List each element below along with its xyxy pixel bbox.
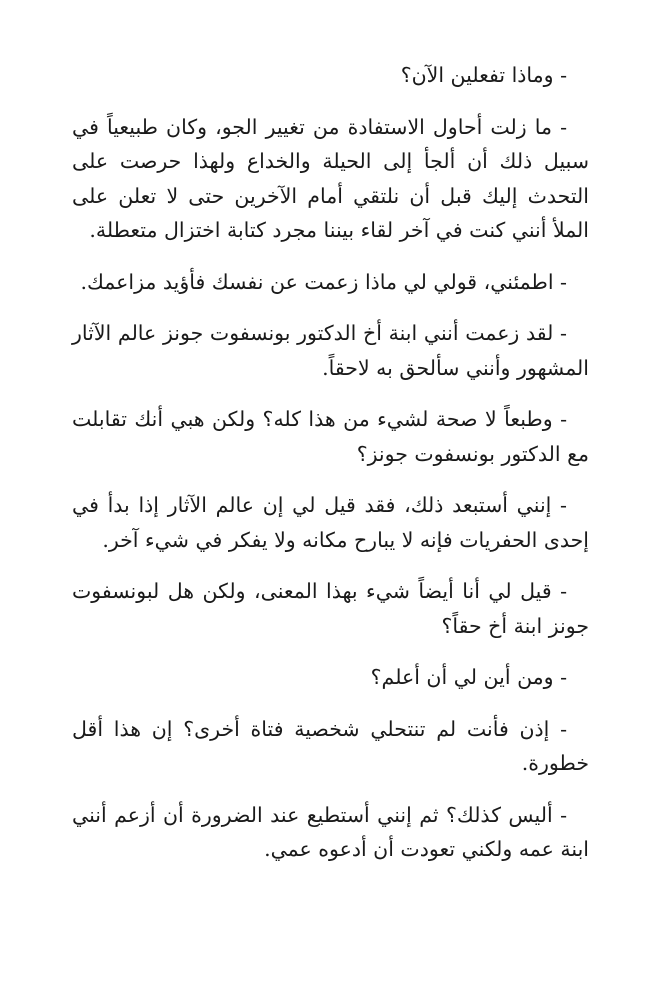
dialogue-paragraph-2: - ما زلت أحاول الاستفادة من تغيير الجو، وكان طبيعياً في سبيل ذلك أن ألجأ إلى الحيلة والخداع ولهذا حرصت على التحدث إليك قبل أن نلتقي أمام الآخرين حتى لا تعلن على الملأ أنني كنت في آخر لقاء بيننا مجرد كتابة اختزال متعطلة.: [72, 114, 589, 242]
dialogue-paragraph-3: - اطمئني، قولي لي ماذا زعمت عن نفسك فأؤيد مزاعمك.: [80, 269, 567, 294]
dialogue-paragraph-1: - وماذا تفعلين الآن؟: [400, 63, 567, 87]
dialogue-paragraph-6: - إنني أستبعد ذلك، فقد قيل لي إن عالم الآثار إذا بدأ في إحدى الحفريات فإنه لا يبارح مكانه ولا يفكر في شيء آخر.: [72, 493, 589, 552]
document-page: [72, 58, 589, 884]
dialogue-paragraph-7: - قيل لي أنا أيضاً شيء بهذا المعنى، ولكن هل لبونسفوت جونز ابنة أخ حقاً؟: [72, 579, 589, 638]
dialogue-paragraph-10: - أليس كذلك؟ ثم إنني أستطيع عند الضرورة أن أزعم أنني ابنة عمه ولكني تعودت أن أدعوه عمي.: [72, 802, 589, 861]
dialogue-paragraph-9: - إذن فأنت لم تنتحلي شخصية فتاة أخرى؟ إن هذا أقل خطورة.: [72, 716, 589, 775]
dialogue-paragraph-8: - ومن أين لي أن أعلم؟: [370, 665, 567, 689]
dialogue-paragraph-5: - وطبعاً لا صحة لشيء من هذا كله؟ ولكن هبي أنك تقابلت مع الدكتور بونسفوت جونز؟: [72, 407, 589, 466]
dialogue-paragraph-4: - لقد زعمت أنني ابنة أخ الدكتور بونسفوت جونز عالم الآثار المشهور وأنني سألحق به لاحقاً.: [72, 321, 589, 380]
